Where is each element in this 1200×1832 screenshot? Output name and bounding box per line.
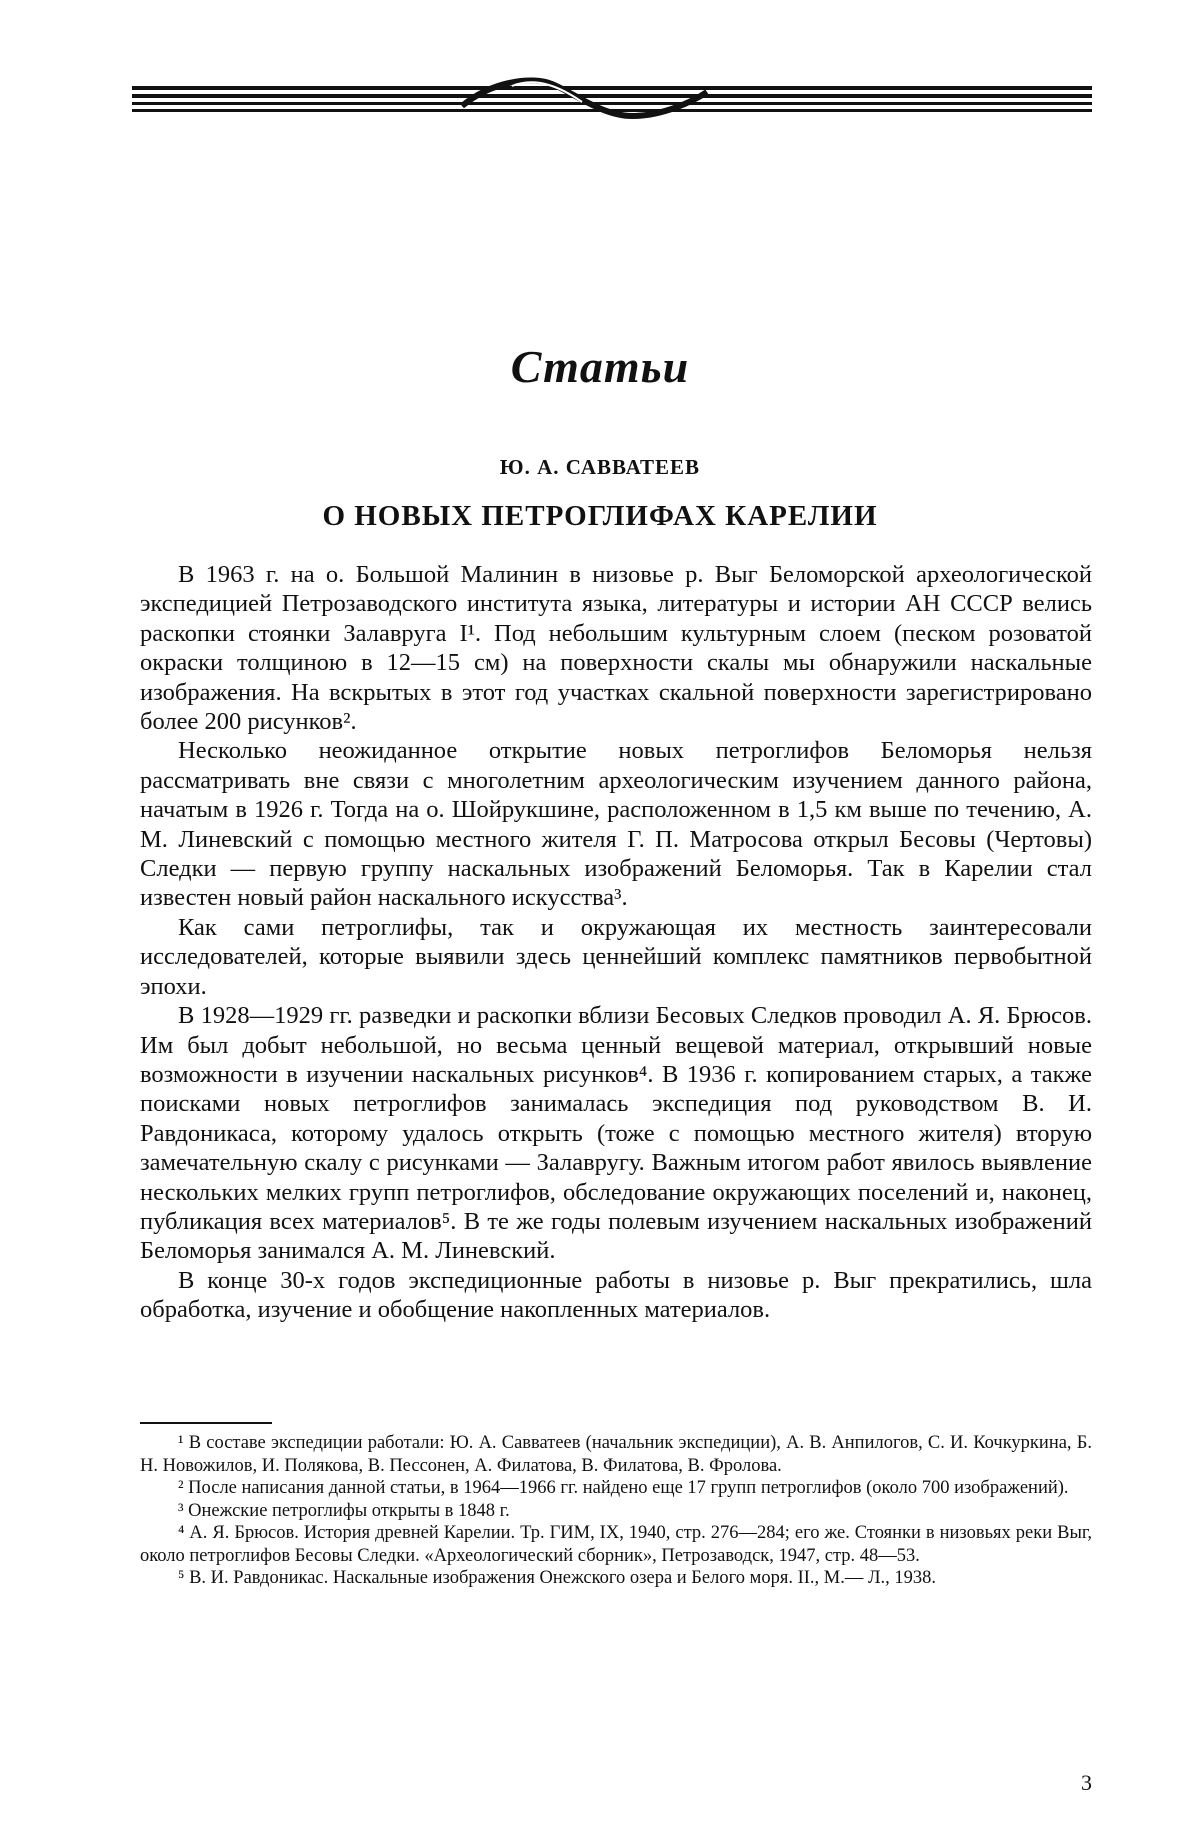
- body-paragraph: В 1963 г. на о. Большой Малинин в низовье р. Выг Беломорской археологической экспедицией Петрозаводского института языка, литературы и истории АН СССР велись раскопки стоянки Залавруга I¹. Под небольшим культурным слоем (песком розоватой окраски толщиною в 12—15 см) на поверхности скалы мы обнаружили наскальные изображения. На вскрытых в этот год участках скальной поверхности зарегистрировано более 200 рисунков².: [140, 561, 1092, 736]
- footnote: ¹ В составе экспедиции работали: Ю. А. Савватеев (начальник экспедиции), А. В. Анпилогов, С. И. Кочкуркина, Б. Н. Новожилов, И. Полякова, В. Пессонен, А. Филатова, В. Филатова, В. Фролова.: [140, 1433, 1092, 1476]
- footnote: ⁴ А. Я. Брюсов. История древней Карелии. Тр. ГИМ, IX, 1940, стр. 276—284; его же. Стоянки в низовьях реки Выг, около петроглифов Бесовы Следки. «Археологический сборник», Петрозаводск, 1947, стр. 48—53.: [140, 1523, 1092, 1566]
- page-number: 3: [1081, 1770, 1092, 1795]
- section-heading: Статьи: [510, 341, 690, 392]
- footnote: ⁵ В. И. Равдоникас. Наскальные изображения Онежского озера и Белого моря. II., М.— Л., 1938.: [178, 1568, 937, 1588]
- article-title: О НОВЫХ ПЕТРОГЛИФАХ КАРЕЛИИ: [322, 500, 878, 532]
- body-paragraph: В 1928—1929 гг. разведки и раскопки вблизи Бесовых Следков проводил А. Я. Брюсов. Им был добыт небольшой, но весьма ценный вещевой материал, открывший новые возможности в изучении наскальных рисунков⁴. В 1936 г. копированием старых, а также поисками новых петроглифов занималась экспедиция под руководством В. И. Равдоникаса, которому удалось открыть (тоже с помощью местного жителя) вторую замечательную скалу с рисунками — Залавругу. Важным итогом работ явилось выявление нескольких мелких групп петроглифов, обследование окружающих поселений и, наконец, публикация всех материалов⁵. В те же годы полевым изучением наскальных изображений Беломорья занимался А. М. Линевский.: [140, 1002, 1092, 1265]
- article-author: Ю. А. САВВАТЕЕВ: [499, 455, 701, 479]
- rule-swash-ornament-icon: [132, 76, 1092, 126]
- footnote-separator: [140, 1422, 272, 1424]
- body-paragraph: Как сами петроглифы, так и окружающая их местность заинтересовали исследователей, которые выявили здесь ценнейший комплекс памятников первобытной эпохи.: [140, 913, 1092, 1000]
- body-paragraph: В конце 30-х годов экспедиционные работы в низовье р. Выг прекратились, шла обработка, изучение и обобщение накопленных материалов.: [140, 1266, 1092, 1324]
- footnotes: [140, 1432, 1092, 1590]
- footnote: ³ Онежские петроглифы открыты в 1848 г.: [178, 1500, 510, 1521]
- article-body: [140, 560, 1092, 1325]
- footnote: ² После написания данной статьи, в 1964—1966 гг. найдено еще 17 групп петроглифов (около 700 изображений).: [178, 1478, 1069, 1498]
- body-paragraph: Несколько неожиданное открытие новых петроглифов Беломорья нельзя рассматривать вне связи с многолетним археологическим изучением данного района, начатым в 1926 г. Тогда на о. Шойрукшине, расположенном в 1,5 км выше по течению, А. М. Линевский с помощью местного жителя Г. П. Матросова открыл Бесовы (Чертовы) Следки — первую группу наскальных изображений Беломорья. Так в Карелии стал известен новый район наскального искусства³.: [140, 737, 1092, 912]
